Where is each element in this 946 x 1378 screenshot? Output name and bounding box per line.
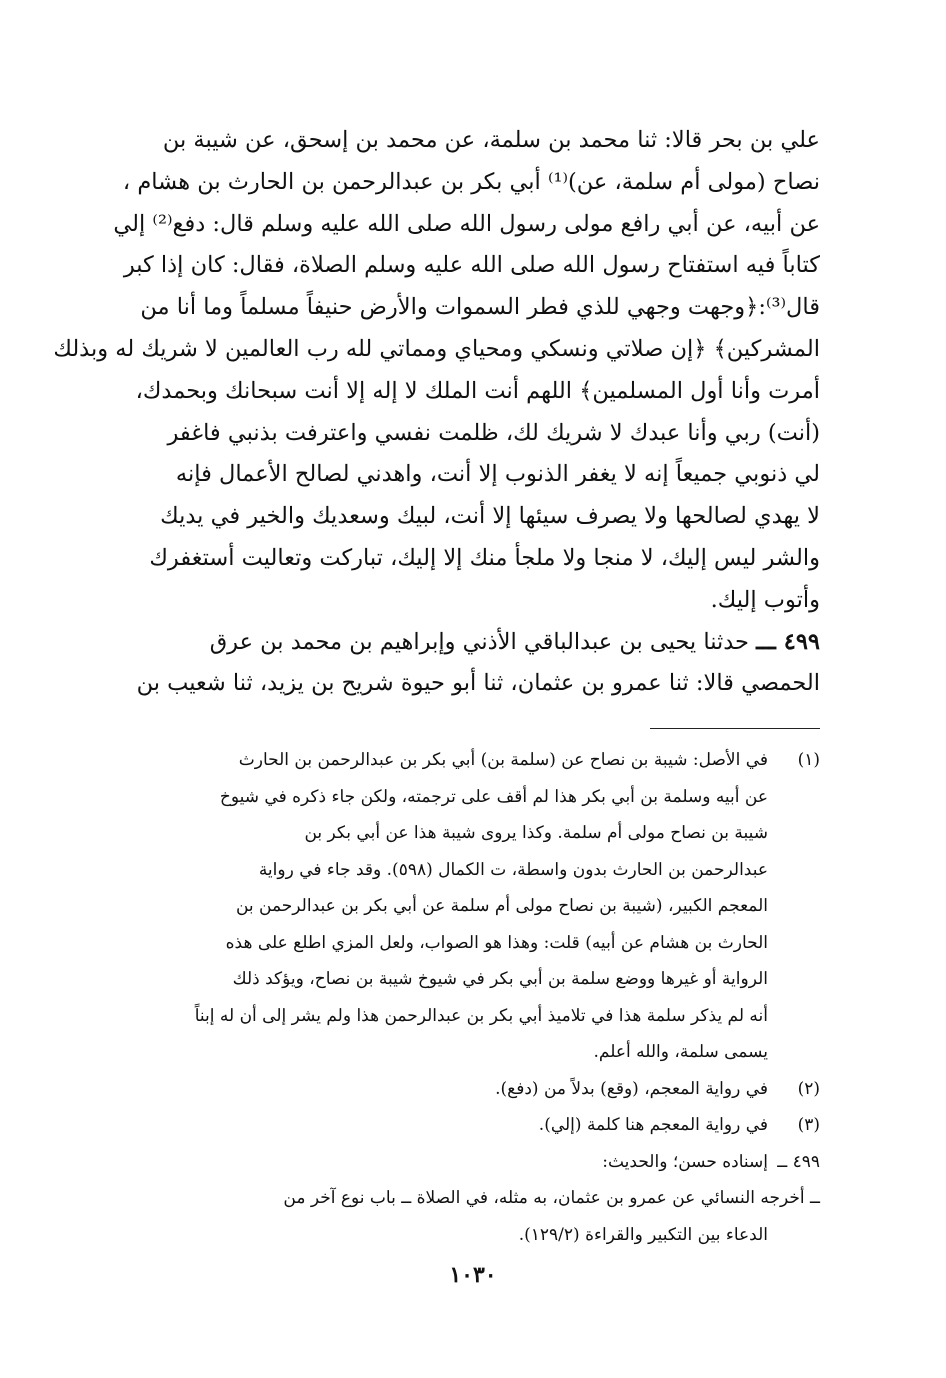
main-text-line: علي بن بحر قالا: ثنا محمد بن سلمة، عن محمد بن إسحق، عن شيبة بن <box>162 127 820 153</box>
takhrij-number: ٤٩٩ ــ <box>777 1151 820 1172</box>
footnote-text: في رواية المعجم هنا كلمة (إلي). <box>538 1115 768 1135</box>
footnote-number: (١) <box>797 750 820 770</box>
takhrij-line: الدعاء بين التكبير والقراءة (١٢٩/٢). <box>518 1224 768 1245</box>
main-text-line: قال⁽³⁾:﴿وجهت وجهي للذي فطر السموات والأرض حنيفاً مسلماً وما أنا من <box>140 294 820 321</box>
footnote-separator <box>650 728 820 729</box>
hadith-number: ٤٩٩ ـــ <box>756 628 820 655</box>
main-text-line: (أنت) ربي وأنا عبدك لا شريك لك، ظلمت نفسي واعترفت بذنبي فاغفر <box>167 419 820 446</box>
footnote-line: عن أبيه وسلمة بن أبي بكر هذا لم أقف على ترجمته، ولكن جاء ذكره في شيوخ <box>219 786 768 807</box>
main-text-line: أمرت وأنا أول المسلمين﴾ اللهم أنت الملك لا إله إلا أنت سبحانك وبحمدك، <box>135 377 820 404</box>
main-text-line: كتاباً فيه استفتاح رسول الله صلى الله عليه وسلم الصلاة، فقال: كان إذا كبر <box>123 252 820 279</box>
hadith-isnad-start: حدثنا يحيى بن عبدالباقي الأذني وإبراهيم بن محمد بن عرق <box>209 628 749 655</box>
footnote-text: في الأصل: شيبة بن نصاح عن (سلمة بن) أبي بكر بن عبدالرحمن بن الحارث <box>238 750 768 770</box>
footnote-2 <box>126 1071 820 1108</box>
main-text-line: نصاح (مولى أم سلمة، عن)⁽¹⁾ أبي بكر بن عبدالرحمن بن الحارث بن هشام ، <box>122 168 820 195</box>
footnote-line: الحارث بن هشام عن أبيه) قلت: وهذا هو الصواب، ولعل المزي اطلع على هذه <box>225 932 768 953</box>
takhrij-line: ــ أخرجه النسائي عن عمرو بن عثمان، به مثله، في الصلاة ــ باب نوع آخر من <box>283 1188 820 1208</box>
takhrij-head-text: إسناده حسن؛ والحديث: <box>602 1151 768 1172</box>
main-text-line: الحمصي قالا: ثنا عمرو بن عثمان، ثنا أبو حيوة شريح بن يزيد، ثنا شعيب بن <box>136 670 820 697</box>
footnote-line: أنه لم يذكر سلمة هذا في تلاميذ أبي بكر بن عبدالرحمن هذا ولم يشر إلى أن له إبناً <box>194 1005 768 1026</box>
takhrij-heading <box>126 1144 820 1181</box>
footnote-line: يسمى سلمة، والله أعلم. <box>593 1042 768 1062</box>
footnotes <box>126 742 820 1253</box>
page-number: ١٠٣٠ <box>449 1262 497 1288</box>
main-text-line: المشركين﴾ ﴿إن صلاتي ونسكي ومحياي ومماتي لله رب العالمين لا شريك له وبذلك <box>53 335 820 362</box>
main-text-line: عن أبيه، عن أبي رافع مولى رسول الله صلى الله عليه وسلم قال: دفع⁽²⁾ إلي <box>113 210 820 237</box>
main-text-line: وأتوب إليك. <box>710 586 820 613</box>
footnote-line: المعجم الكبير، (شيبة بن نصاح مولى أم سلمة عن أبي بكر بن عبدالرحمن بن <box>235 896 768 916</box>
main-text-line: لا يهدي لصالحها ولا يصرف سيئها إلا أنت، لبيك وسعديك والخير في يديك <box>160 503 820 530</box>
footnote-number: (٢) <box>797 1078 820 1099</box>
footnote-3 <box>126 1107 820 1144</box>
footnote-line: عبدالرحمن بن الحارث بدون واسطة، ت الكمال (٥٩٨). وقد جاء في رواية <box>258 859 768 880</box>
footnote-text: في رواية المعجم، (وقع) بدلاً من (دفع). <box>495 1078 768 1099</box>
footnote-line: شيبة بن نصاح مولى أم سلمة. وكذا يروى شيبة هذا عن أبي بكر بن <box>304 823 768 843</box>
main-text-line: والشر ليس إليك، لا منجا ولا ملجأ منك إلا إليك، تباركت وتعاليت أستغفرك <box>149 544 820 571</box>
main-text-block <box>53 120 820 705</box>
main-text-line: لي ذنوبي جميعاً إنه لا يغفر الذنوب إلا أنت، واهدني لصالح الأعمال فإنه <box>175 461 820 488</box>
footnote-1 <box>126 742 820 779</box>
footnote-number: (٣) <box>797 1115 820 1135</box>
hadith-entry-line <box>126 622 820 664</box>
footnote-line: الرواية أو غيرها ووضع سلمة بن أبي بكر في شيوخ شيبة بن نصاح، ويؤكد ذلك <box>232 969 768 989</box>
